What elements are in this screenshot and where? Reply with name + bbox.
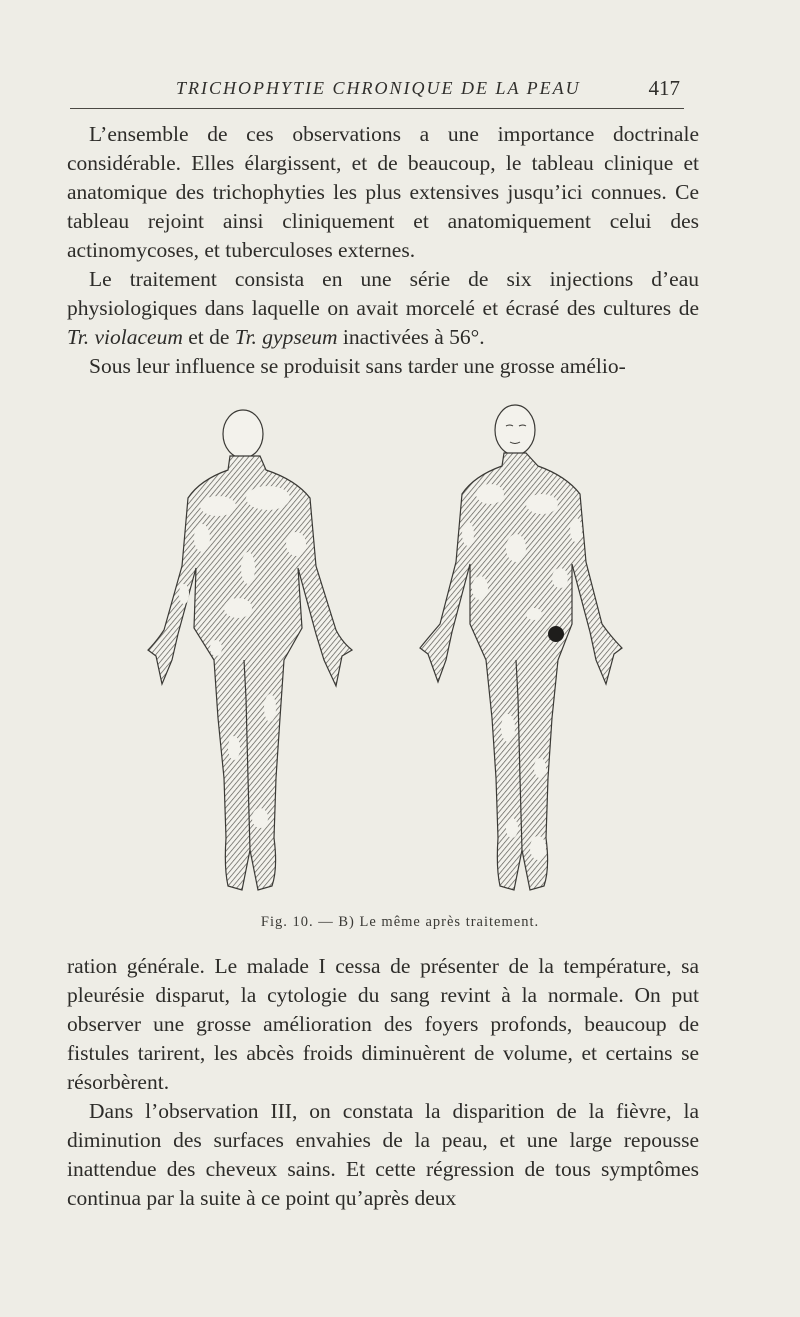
species-violaceum: Tr. violaceum: [67, 325, 183, 349]
header-rule: [70, 108, 684, 109]
figure-front-view: [420, 405, 622, 890]
paragraph-5: Dans l’observation III, on constata la disparition de la fièvre, la diminution des surfaces envahies de la peau, et une large repousse inattendue des cheveux sains. Et cette régression de tous symptômes continua par la suite à ce point qu’après deux: [67, 1099, 699, 1210]
page-number: 417: [648, 76, 680, 100]
species-gypseum: Tr. gypseum: [234, 325, 338, 349]
body-text-bottom: [67, 952, 699, 1213]
paragraph-3: Sous leur influence se produisit sans tarder une grosse amélio-: [89, 354, 626, 378]
anatomical-figures-illustration: [120, 398, 660, 906]
body-text-top: [67, 120, 699, 381]
paragraph-2-middle: et de: [182, 325, 235, 349]
paragraph-2: [67, 265, 699, 352]
running-head: TRICHOPHYTIE CHRONIQUE DE LA PEAU: [176, 78, 581, 98]
figure-caption: Fig. 10. — B) Le même après traitement.: [260, 914, 540, 930]
paragraph-4: ration générale. Le malade I cessa de présenter de la température, sa pleurésie disparut, la cytologie du sang revint à la normale. On put observer une grosse amélioration des foyers profonds, beaucoup de fistules tarirent, les abcès froids diminuèrent de volume, et certains se résorbèrent.: [67, 954, 699, 1094]
paragraph-1: L’ensemble de ces observations a une importance doctrinale considérable. Elles élargissent, et de beaucoup, le tableau clinique et anatomique des trichophyties les plus extensives jusqu’ici connues. Ce tableau rejoint ainsi cliniquement et anatomiquement celui des actinomycoses, et tuberculoses externes.: [67, 122, 699, 262]
figure-10: [120, 398, 660, 906]
paragraph-2-before: Le traitement consista en une série de six injections d’eau physiologiques dans laquelle on avait morcelé et écrasé des cultures de: [67, 267, 699, 320]
page-header: [70, 74, 700, 104]
figure-back-view: [148, 410, 352, 890]
paragraph-2-after: inactivées à 56°.: [337, 325, 485, 349]
